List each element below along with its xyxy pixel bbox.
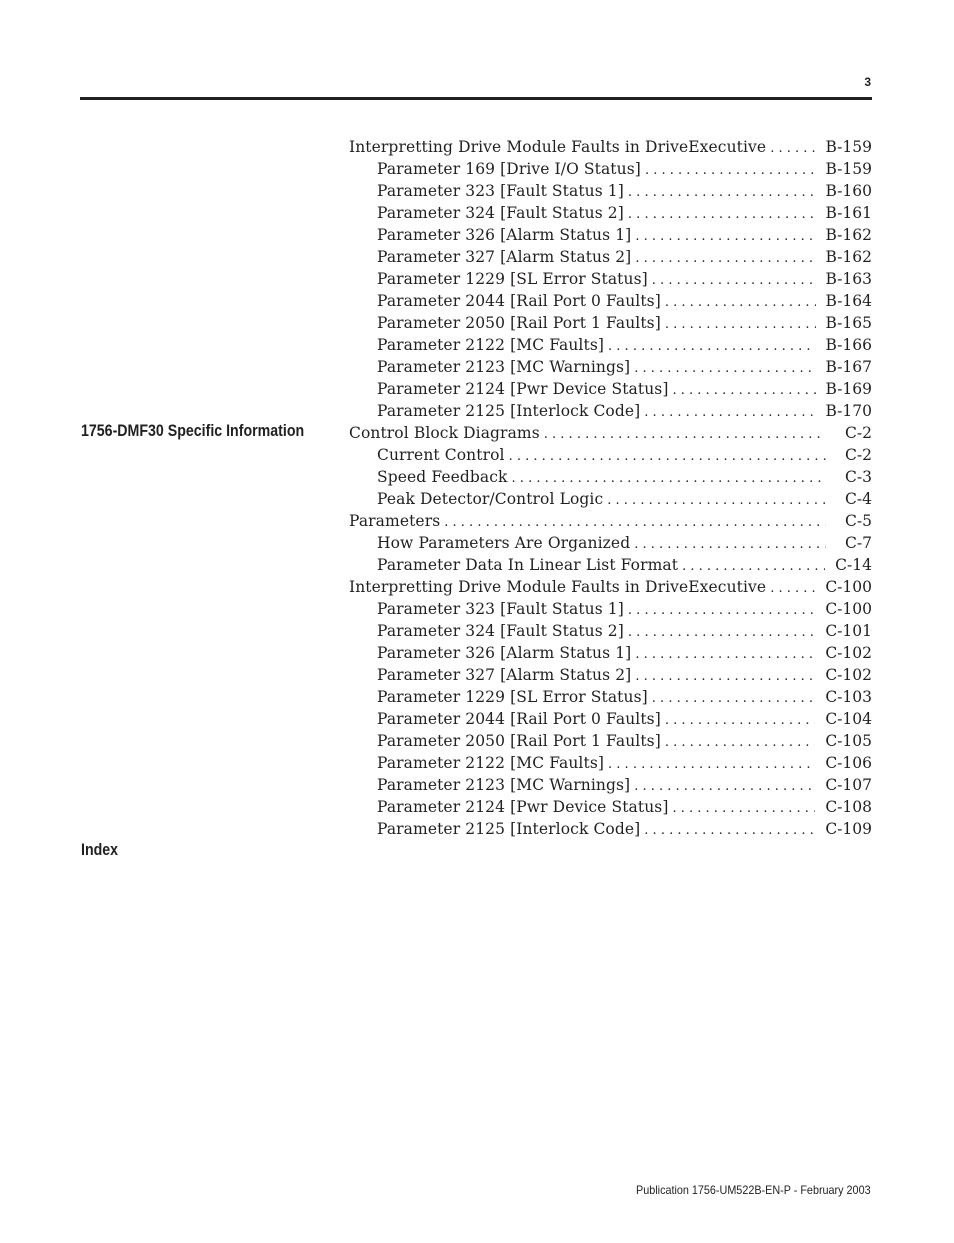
toc-entry-title: Parameter 2123 [MC Warnings] [377, 776, 631, 794]
toc-dot-leader [634, 358, 815, 378]
toc-entry-page: B-162 [825, 226, 872, 244]
toc-entry-title: Parameter 2050 [Rail Port 1 Faults] [377, 732, 661, 750]
toc-entry[interactable] [349, 136, 872, 158]
toc-entry-title: Parameter 323 [Fault Status 1] [377, 600, 624, 618]
toc-entry[interactable] [349, 356, 872, 378]
toc-dot-leader [635, 644, 815, 664]
toc-entry-page: C-104 [825, 710, 872, 728]
toc-dot-leader [635, 226, 815, 246]
toc-entry-title: Interpretting Drive Module Faults in DriveExecutive [349, 138, 767, 156]
toc-entry-title: Parameter 2122 [MC Faults] [377, 336, 605, 354]
toc-entry-page: C-102 [825, 666, 872, 684]
toc-entry-page: C-4 [845, 490, 872, 508]
toc-entry-title: Parameter 326 [Alarm Status 1] [377, 226, 632, 244]
toc-entry-title: Parameter 2050 [Rail Port 1 Faults] [377, 314, 661, 332]
toc-dot-leader [607, 490, 826, 510]
toc-entry-page: C-100 [825, 578, 872, 596]
toc-entry[interactable] [349, 818, 872, 840]
toc-dot-leader [652, 688, 816, 708]
toc-entry[interactable] [349, 334, 872, 356]
toc-entry-title: Parameter 2044 [Rail Port 0 Faults] [377, 292, 661, 310]
toc-entry-page: C-107 [825, 776, 872, 794]
toc-entry[interactable] [349, 576, 872, 598]
toc-entry[interactable] [349, 642, 872, 664]
toc-entry-page: C-2 [845, 446, 872, 464]
toc-entry-title: Parameter 2124 [Pwr Device Status] [377, 380, 669, 398]
toc-entry-title: Speed Feedback [377, 468, 508, 486]
toc-dot-leader [665, 710, 815, 730]
toc-entry[interactable] [349, 752, 872, 774]
toc-entry[interactable] [349, 400, 872, 422]
toc-entry-title: Parameter 326 [Alarm Status 1] [377, 644, 632, 662]
toc-dot-leader [645, 160, 816, 180]
toc-dot-leader [644, 402, 815, 422]
toc-entry-title: Parameter 2125 [Interlock Code] [377, 820, 641, 838]
toc-entry-title: Parameters [349, 512, 441, 530]
toc-entry-page: B-165 [825, 314, 872, 332]
toc-entry-title: Parameter 2123 [MC Warnings] [377, 358, 631, 376]
toc-entry[interactable] [349, 532, 872, 554]
toc-dot-leader [444, 512, 826, 532]
toc-dot-leader [665, 314, 816, 334]
toc-entry[interactable] [349, 202, 872, 224]
toc-dot-leader [509, 446, 826, 466]
toc-dot-leader [628, 204, 816, 224]
toc-entry-title: Control Block Diagrams [349, 424, 540, 442]
toc-dot-leader [672, 380, 815, 400]
toc-dot-leader [635, 666, 815, 686]
toc-entry-page: C-101 [825, 622, 872, 640]
toc-entry[interactable] [349, 774, 872, 796]
toc-entry-page: C-102 [825, 644, 872, 662]
header-rule [80, 97, 872, 100]
toc-entry[interactable] [349, 730, 872, 752]
toc-entry-title: Parameter 327 [Alarm Status 2] [377, 248, 632, 266]
toc-dot-leader [628, 600, 815, 620]
toc-entry-page: C-14 [835, 556, 872, 574]
toc-entry-page: B-164 [825, 292, 872, 310]
publication-footer: Publication 1756-UM522B-EN-P - February 2003 [636, 1183, 871, 1197]
toc-entry-page: C-109 [825, 820, 872, 838]
toc-entry-page: C-100 [825, 600, 872, 618]
toc-dot-leader [682, 556, 825, 576]
toc-entry-title: Parameter 324 [Fault Status 2] [377, 204, 624, 222]
toc-entry-title: Parameter 2044 [Rail Port 0 Faults] [377, 710, 661, 728]
toc-entry[interactable] [349, 488, 872, 510]
toc-dot-leader [608, 336, 815, 356]
toc-entry-title: Parameter 169 [Drive I/O Status] [377, 160, 641, 178]
toc-entry-title: Parameter 2125 [Interlock Code] [377, 402, 641, 420]
toc-dot-leader [672, 798, 815, 818]
toc-entry-title: Peak Detector/Control Logic [377, 490, 604, 508]
toc-entry-title: Interpretting Drive Module Faults in DriveExecutive [349, 578, 767, 596]
toc-entry-title: Parameter 1229 [SL Error Status] [377, 688, 648, 706]
toc-dot-leader [634, 534, 826, 554]
toc-entry[interactable] [349, 664, 872, 686]
toc-dot-leader [628, 622, 815, 642]
toc-entry[interactable] [349, 444, 872, 466]
toc-dot-leader [608, 754, 815, 774]
toc-entry[interactable] [349, 224, 872, 246]
toc-dot-leader [644, 820, 815, 840]
toc-entry-page: C-5 [845, 512, 872, 530]
toc-entry-page: B-166 [825, 336, 872, 354]
toc-dot-leader [665, 292, 816, 312]
toc-entry[interactable] [349, 312, 872, 334]
toc-dot-leader [665, 732, 815, 752]
toc-dot-leader [770, 578, 815, 598]
page-number: 3 [864, 75, 871, 89]
toc-entry-page: B-160 [825, 182, 872, 200]
toc-entry-page: C-2 [845, 424, 872, 442]
toc-entry[interactable] [349, 180, 872, 202]
toc-entry-title: How Parameters Are Organized [377, 534, 631, 552]
toc-entry-title: Current Control [377, 446, 505, 464]
toc-entry[interactable] [349, 554, 872, 576]
toc-entry-page: B-162 [825, 248, 872, 266]
toc-entry[interactable] [349, 620, 872, 642]
toc-entry-page: C-3 [845, 468, 872, 486]
toc-entry-page: B-167 [825, 358, 872, 376]
toc-entry[interactable] [349, 422, 872, 444]
toc-entry[interactable] [349, 378, 872, 400]
toc-entry[interactable] [349, 708, 872, 730]
toc-entry[interactable] [349, 510, 872, 532]
toc-entry-title: Parameter 327 [Alarm Status 2] [377, 666, 632, 684]
toc-entry-title: Parameter 2124 [Pwr Device Status] [377, 798, 669, 816]
toc-dot-leader [544, 424, 826, 444]
toc-entry-page: B-159 [825, 160, 872, 178]
toc-dot-leader [628, 182, 816, 202]
toc-entry-title: Parameter 1229 [SL Error Status] [377, 270, 648, 288]
toc-entry[interactable] [349, 246, 872, 268]
toc-entry[interactable] [349, 598, 872, 620]
toc-entry[interactable] [349, 686, 872, 708]
section-heading-index[interactable]: Index [81, 841, 119, 859]
toc-entry-page: B-170 [825, 402, 872, 420]
toc-dot-leader [512, 468, 826, 488]
toc-entry-page: B-159 [825, 138, 872, 156]
toc-dot-leader [652, 270, 816, 290]
toc-entry[interactable] [349, 466, 872, 488]
toc-dot-leader [635, 248, 815, 268]
toc-entry-title: Parameter 324 [Fault Status 2] [377, 622, 624, 640]
toc-entry-title: Parameter 323 [Fault Status 1] [377, 182, 624, 200]
section-heading-dmf30: 1756-DMF30 Specific Information [81, 422, 305, 440]
toc-dot-leader [634, 776, 815, 796]
toc-entry-page: C-108 [825, 798, 872, 816]
toc-entry-page: C-106 [825, 754, 872, 772]
table-of-contents [349, 136, 872, 840]
toc-entry-title: Parameter 2122 [MC Faults] [377, 754, 605, 772]
toc-entry-page: C-105 [825, 732, 872, 750]
toc-entry-page: C-103 [825, 688, 872, 706]
toc-entry-page: C-7 [845, 534, 872, 552]
toc-entry-page: B-163 [825, 270, 872, 288]
toc-entry-title: Parameter Data In Linear List Format [377, 556, 679, 574]
toc-entry[interactable] [349, 796, 872, 818]
toc-dot-leader [770, 138, 815, 158]
toc-entry[interactable] [349, 268, 872, 290]
toc-entry-page: B-161 [825, 204, 872, 222]
toc-entry[interactable] [349, 158, 872, 180]
toc-entry[interactable] [349, 290, 872, 312]
toc-entry-page: B-169 [825, 380, 872, 398]
